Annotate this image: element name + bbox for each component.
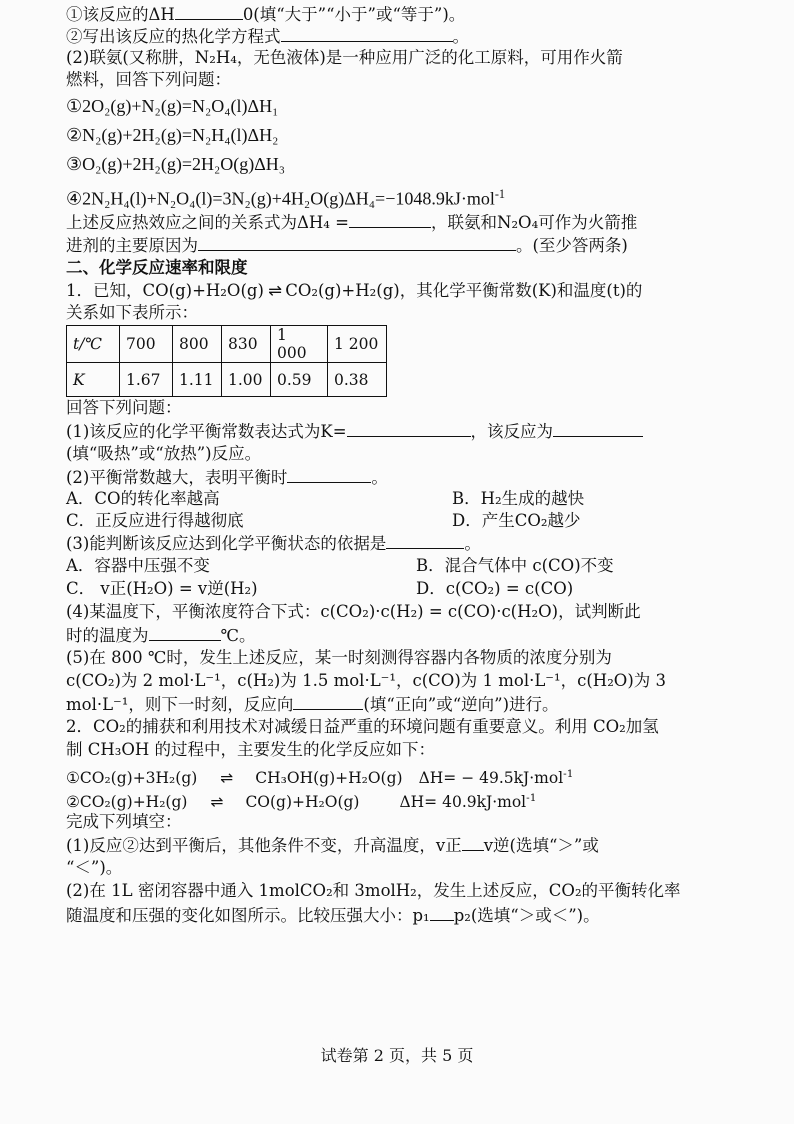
q1-l1-text: ①该反应的ΔH — [66, 5, 175, 24]
sub3-text: (3)能判断该反应达到化学平衡状态的依据是 — [66, 534, 387, 553]
answer-blank[interactable] — [349, 211, 431, 228]
q1-l2-text: ②写出该反应的热化学方程式 — [66, 27, 281, 46]
q1-line1 — [66, 3, 465, 26]
answer-blank[interactable] — [462, 834, 484, 851]
reaction-1: ①2O₂(g)+N₂(g)=N₂O₄(l)ΔH₁ — [66, 96, 279, 116]
sub4-post: ℃。 — [220, 626, 256, 645]
sec2-para-line2: 关系如下表所示： — [66, 303, 198, 322]
sec2-p1-text: 1．已知，CO(g)+H₂O(g) — [66, 281, 264, 300]
sub2-line — [66, 466, 388, 489]
equilibrium-arrow-icon: ⇌ — [263, 281, 286, 300]
option-c[interactable]: C． v正(H₂O) = v逆(H₂) — [66, 579, 258, 598]
reaction-3: ③O₂(g)+2H₂(g)=2H₂O(g)ΔH₃ — [66, 154, 286, 174]
fill1-line — [66, 834, 599, 857]
option-d[interactable]: D．c(CO₂) = c(CO) — [416, 579, 574, 598]
answer-blank[interactable] — [281, 25, 453, 42]
answer-blank[interactable] — [293, 693, 363, 710]
fill2-text: 随温度和压强的变化如图所示。比较压强大小：p₁ — [66, 906, 430, 925]
q1-l2-end: 。 — [452, 27, 469, 46]
sub5-line1: (5)在 800 ℃时，发生上述反应，某一时刻测得容器内各物质的浓度分别为 — [66, 648, 612, 667]
table-row — [67, 363, 387, 397]
option-c[interactable]: C．正反应进行得越彻底 — [66, 511, 244, 530]
sub2-text: (2)平衡常数越大，表明平衡时 — [66, 468, 288, 487]
sub4-line2 — [66, 624, 255, 647]
equilibrium-constant-table — [66, 325, 387, 397]
option-d[interactable]: D．产生CO₂越少 — [452, 511, 581, 530]
e2-lhs: ②CO₂(g)+H₂(g) — [66, 792, 188, 811]
q2-relation-post: ，联氨和N₂O₄可作为火箭推 — [431, 213, 638, 232]
e1-lhs: ①CO₂(g)+3H₂(g) — [66, 768, 198, 787]
fill1-text: (1)反应②达到平衡后，其他条件不变，升高温度，v正 — [66, 836, 462, 855]
q2-intro-line1: (2)联氨(又称肼，N₂H₄，无色液体)是一种应用广泛的化工原料，可用作火箭 — [66, 48, 623, 67]
table-cell: 700 — [120, 326, 173, 363]
e1-dh: ΔH= − 49.5kJ·mol — [418, 768, 564, 787]
e1-rhs: CH₃OH(g)+H₂O(g) — [255, 768, 403, 787]
e2-dh: ΔH= 40.9kJ·mol — [399, 792, 527, 811]
sub5-line3 — [66, 693, 559, 716]
fill2-post: p₂(选填“＞或＜”)。 — [453, 906, 600, 925]
table-header-t: t/℃ — [67, 326, 120, 363]
table-cell: 0.59 — [271, 363, 328, 397]
answer-blank[interactable] — [347, 420, 471, 437]
table-row — [67, 326, 387, 363]
fill2-line1: (2)在 1L 密闭容器中通入 1molCO₂和 3molH₂，发生上述反应，CO₂的平衡转化率 — [66, 881, 681, 900]
table-cell: 0.38 — [328, 363, 387, 397]
sub2-end: 。 — [371, 468, 388, 487]
e1-exp: -1 — [563, 768, 574, 780]
sub5-line2: c(CO₂)为 2 mol·L⁻¹，c(H₂)为 1.5 mol·L⁻¹，c(CO)为 1 mol·L⁻¹，c(H₂O)为 3 — [66, 671, 667, 690]
sub4-text: 时的温度为 — [66, 626, 149, 645]
q2-intro-line2: 燃料，回答下列问题： — [66, 70, 231, 89]
reaction-2: ②N₂(g)+2H₂(g)=N₂H₄(l)ΔH₂ — [66, 125, 279, 145]
answer-blank[interactable] — [198, 234, 516, 251]
table-cell: 830 — [222, 326, 271, 363]
fill1-post: v逆(选填“＞”或 — [483, 836, 599, 855]
q2-relation-text: 上述反应热效应之间的关系式为ΔH₄ = — [66, 213, 349, 232]
table-cell: 800 — [173, 326, 222, 363]
table-cell: 1.11 — [173, 363, 222, 397]
q2-reason-post: 。(至少答两条) — [516, 236, 628, 255]
answer-blank[interactable] — [287, 466, 371, 483]
co2-reaction-1 — [66, 763, 573, 789]
reaction-4-text: ④2N₂H₄(l)+N₂O₄(l)=3N₂(g)+4H₂O(g)ΔH₄=−1048.9kJ·mol — [66, 188, 495, 209]
sec2-para-line1 — [66, 280, 642, 302]
sub5-text: mol·L⁻¹，则下一时刻，反应向 — [66, 695, 294, 714]
reaction-4 — [66, 183, 505, 210]
sub1-line — [66, 420, 643, 443]
sub3-end: 。 — [464, 534, 481, 553]
co2-para-line1: 2．CO₂的捕获和利用技术对减缓日益严重的环境问题有重要意义。利用 CO₂加氢 — [66, 717, 659, 736]
answer-blank[interactable] — [553, 420, 643, 437]
table-cell: 1.00 — [222, 363, 271, 397]
q1-line2 — [66, 25, 469, 48]
answer-blank[interactable] — [430, 904, 454, 921]
equilibrium-arrow-icon: ⇌ — [220, 768, 233, 787]
table-cell: 1 200 — [328, 326, 387, 363]
sub4-line1: (4)某温度下，平衡浓度符合下式：c(CO₂)·c(H₂) = c(CO)·c(H₂O)，试判断此 — [66, 602, 641, 621]
fill2-line2 — [66, 904, 600, 927]
sub1-text: (1)该反应的化学平衡常数表达式为K= — [66, 422, 347, 441]
equilibrium-arrow-icon: ⇌ — [210, 792, 223, 811]
section-heading: 二、化学反应速率和限度 — [66, 258, 248, 277]
table-cell: 1 000 — [271, 326, 328, 363]
sub5-post: (填“正向”或“逆向”)进行。 — [363, 695, 559, 714]
co2-reaction-2 — [66, 787, 536, 813]
option-b[interactable]: B．混合气体中 c(CO)不变 — [416, 556, 614, 575]
table-header-k: K — [67, 363, 120, 397]
co2-para-line2: 制 CH₃OH 的过程中，主要发生的化学反应如下： — [66, 740, 436, 759]
q2-relation-line — [66, 211, 637, 234]
fill-prompt: 完成下列填空： — [66, 812, 182, 831]
e2-rhs: CO(g)+H₂O(g) — [245, 792, 360, 811]
option-b[interactable]: B．H₂生成的越快 — [452, 489, 585, 508]
page-footer: 试卷第 2 页，共 5 页 — [320, 1046, 474, 1065]
answer-blank[interactable] — [149, 624, 221, 641]
q2-reason-line — [66, 234, 628, 257]
option-a[interactable]: A．CO的转化率越高 — [66, 489, 220, 508]
option-a[interactable]: A．容器中压强不变 — [66, 556, 210, 575]
table-cell: 1.67 — [120, 363, 173, 397]
reaction-4-exp: -1 — [494, 187, 506, 201]
sub1-mid: ，该反应为 — [470, 422, 554, 441]
q2-reason-text: 进剂的主要原因为 — [66, 236, 198, 255]
answer-prompt: 回答下列问题： — [66, 398, 182, 417]
sub1-line2: (填“吸热”或“放热”)反应。 — [66, 444, 262, 463]
fill1-line2: “＜”)。 — [66, 858, 123, 877]
e2-exp: -1 — [526, 792, 537, 804]
answer-blank[interactable] — [175, 3, 243, 20]
sec2-p1-post: CO₂(g)+H₂(g)，其化学平衡常数(K)和温度(t)的 — [285, 281, 643, 300]
sub3-line — [66, 532, 481, 555]
q1-l1-post: 0(填“大于”“小于”或“等于”)。 — [242, 5, 466, 24]
answer-blank[interactable] — [386, 532, 464, 549]
